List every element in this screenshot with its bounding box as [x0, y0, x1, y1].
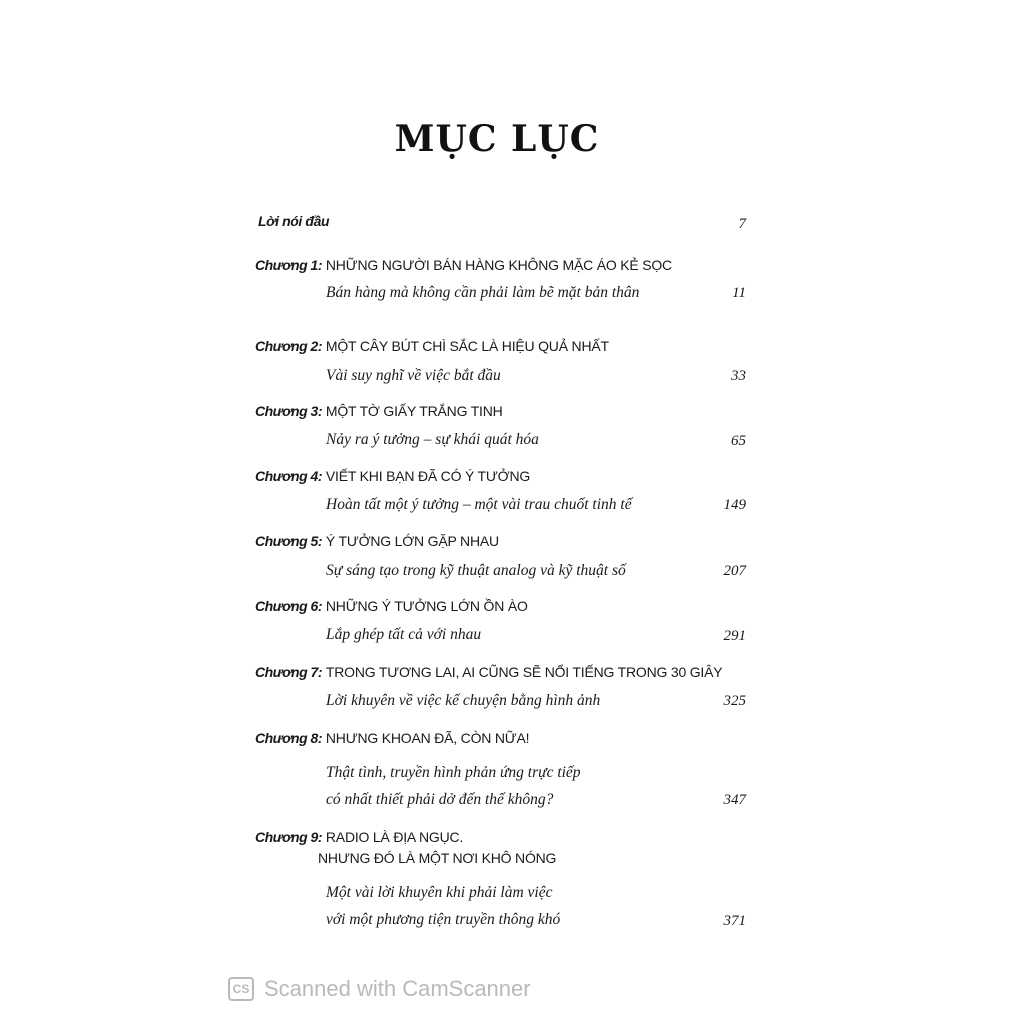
camscanner-watermark [228, 976, 531, 1002]
camscanner-logo-icon: CS [228, 977, 254, 1001]
chapter-title: NHƯNG KHOAN ĐÃ, CÒN NỮA! [325, 730, 530, 746]
toc-chapter-3-heading [255, 403, 503, 419]
chapter-label: Chương 9: [255, 829, 322, 845]
toc-chapter-6-heading [255, 598, 528, 614]
chapter-label: Chương 4: [255, 468, 322, 484]
chapter-title: MỘT TỜ GIẤY TRẮNG TINH [325, 403, 503, 419]
chapter-title: Ý TƯỞNG LỚN GẶP NHAU [325, 533, 499, 549]
toc-chapter-5-subtitle: Sự sáng tạo trong kỹ thuật analog và kỹ thuật số [326, 562, 626, 579]
chapter-title: TRONG TƯƠNG LAI, AI CŨNG SẼ NỔI TIẾNG TRONG 30 GIÂY [325, 664, 723, 680]
chapter-label: Chương 1: [255, 257, 322, 273]
chapter-label: Chương 6: [255, 598, 322, 614]
toc-chapter-4-page: 149 [723, 497, 746, 513]
chapter-label: Chương 5: [255, 533, 322, 549]
toc-chapter-9-subtitle: Một vài lời khuyên khi phải làm việc [326, 884, 553, 901]
toc-chapter-7-page: 325 [723, 693, 746, 709]
toc-intro-page: 7 [738, 216, 746, 232]
chapter-label: Chương 3: [255, 403, 322, 419]
toc-chapter-1-page: 11 [732, 285, 746, 301]
toc-chapter-5-heading [255, 533, 499, 549]
toc-chapter-9-subtitle-line2: với một phương tiện truyền thông khó [326, 911, 561, 928]
toc-chapter-2-page: 33 [731, 368, 746, 384]
toc-chapter-1-heading [255, 257, 672, 273]
toc-chapter-4-subtitle: Hoàn tất một ý tưởng – một vài trau chuốt tinh tế [326, 496, 632, 513]
toc-chapter-1-subtitle: Bán hàng mà không cần phải làm bẽ mặt bản thân [326, 284, 640, 301]
toc-intro-label: Lời nói đầu [258, 213, 330, 229]
chapter-title: NHỮNG NGƯỜI BÁN HÀNG KHÔNG MẶC ÁO KẺ SỌC [325, 257, 672, 273]
toc-chapter-8-subtitle: Thật tình, truyền hình phản ứng trực tiếp [326, 764, 581, 781]
toc-chapter-5-page: 207 [723, 563, 746, 579]
chapter-title: MỘT CÂY BÚT CHÌ SẮC LÀ HIỆU QUẢ NHẤT [325, 338, 609, 354]
toc-chapter-8-page: 347 [723, 792, 746, 808]
toc-chapter-3-subtitle: Nảy ra ý tưởng – sự khái quát hóa [326, 431, 539, 448]
toc-chapter-7-heading [255, 664, 722, 680]
toc-chapter-7-subtitle: Lời khuyên về việc kể chuyện bằng hình ảnh [326, 692, 601, 709]
chapter-title: RADIO LÀ ĐỊA NGỤC. [325, 829, 464, 845]
toc-chapter-9-page: 371 [723, 913, 746, 929]
chapter-label: Chương 2: [255, 338, 322, 354]
toc-chapter-8-heading [255, 730, 529, 746]
toc-chapter-2-heading [255, 338, 609, 354]
watermark-text: Scanned with CamScanner [264, 976, 531, 1001]
chapter-label: Chương 8: [255, 730, 322, 746]
chapter-title: NHỮNG Ý TƯỞNG LỚN ỒN ÀO [325, 598, 528, 614]
toc-chapter-6-page: 291 [723, 628, 746, 644]
toc-chapter-9-heading [255, 829, 463, 845]
toc-chapter-9-heading-line2: NHƯNG ĐÓ LÀ MỘT NƠI KHÔ NÓNG [318, 850, 557, 866]
toc-chapter-6-subtitle: Lắp ghép tất cả với nhau [326, 626, 482, 643]
page-title: MỤC LỤC [394, 118, 600, 160]
chapter-title: VIẾT KHI BẠN ĐÃ CÓ Ý TƯỞNG [325, 468, 531, 484]
toc-chapter-8-subtitle-line2: có nhất thiết phải dở đến thế không? [326, 791, 554, 808]
toc-chapter-2-subtitle: Vài suy nghĩ về việc bắt đầu [326, 367, 501, 384]
toc-chapter-3-page: 65 [731, 433, 746, 449]
chapter-label: Chương 7: [255, 664, 322, 680]
toc-chapter-4-heading [255, 468, 530, 484]
